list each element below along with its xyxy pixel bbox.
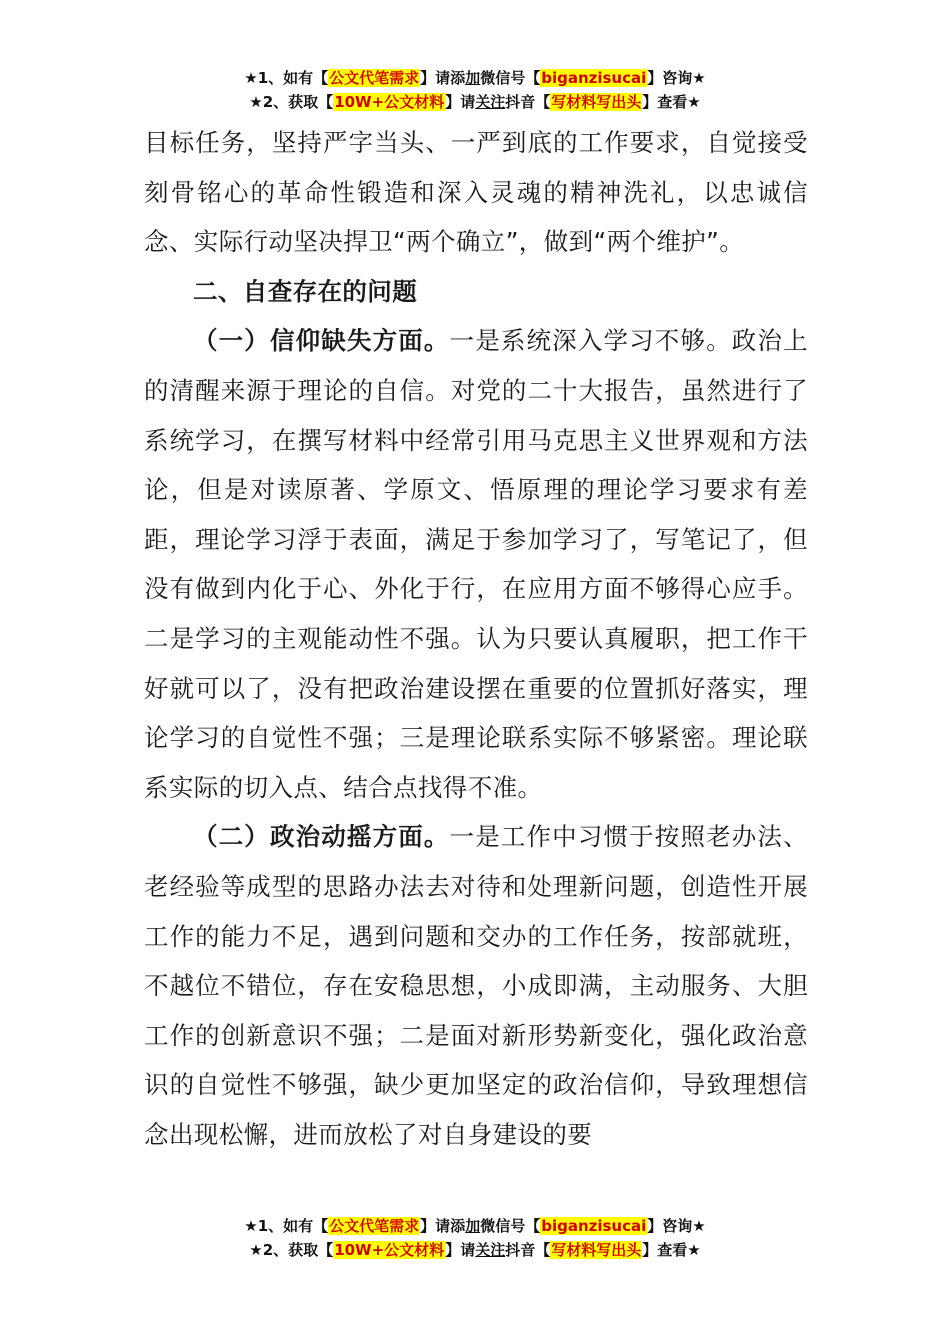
paragraph-lead: （一）信仰缺失方面。: [193, 326, 450, 356]
document-body: [144, 118, 808, 1159]
top-banner: [0, 66, 950, 114]
banner-line-1: ★1、如有【公文代笔需求】请添加微信号【biganzisucai】咨询★: [244, 1217, 706, 1235]
section-heading: 二、自查存在的问题: [193, 276, 418, 306]
banner-line-2: ★2、获取【10W+公文材料】请关注抖音【写材料写出头】查看★: [249, 93, 701, 111]
paragraph-politics: （二）政治动摇方面。一是工作中习惯于按照老办法、老经验等成型的思路办法去对待和处理新问题，创造性开展工作的能力不足，遇到问题和交办的工作任务，按部就班，不越位不错位，存在安稳思想，小成即满，主动服务、大胆工作的创新意识不强；二是面对新形势新变化，强化政治意识的自觉性不够强，缺少更加坚定的政治信仰，导致理想信念出现松懈，进而放松了对自身建设的要: [144, 822, 808, 1149]
highlight-text: 写材料写出头: [551, 1241, 642, 1259]
banner-line-2: ★2、获取【10W+公文材料】请关注抖音【写材料写出头】查看★: [249, 1241, 701, 1259]
highlight-text: 公文代笔需求: [329, 69, 420, 87]
highlight-text: 公文代笔需求: [329, 1217, 420, 1235]
bottom-banner: [0, 1214, 950, 1262]
paragraph-lead: （二）政治动摇方面。: [193, 822, 450, 852]
paragraph-faith: （一）信仰缺失方面。一是系统深入学习不够。政治上的清醒来源于理论的自信。对党的二十大报告，虽然进行了系统学习，在撰写材料中经常引用马克思主义世界观和方法论，但是对读原著、学原文、悟原理的理论学习要求有差距，理论学习浮于表面，满足于参加学习了，写笔记了，但没有做到内化于心、外化于行，在应用方面不够得心应手。二是学习的主观能动性不强。认为只要认真履职，把工作干好就可以了，没有把政治建设摆在重要的位置抓好落实，理论学习的自觉性不强；三是理论联系实际不够紧密。理论联系实际的切入点、结合点找得不准。: [144, 326, 808, 802]
intro-paragraph: 目标任务，坚持严字当头、一严到底的工作要求，自觉接受刻骨铭心的革命性锻造和深入灵魂的精神洗礼，以忠诚信念、实际行动坚决捍卫“两个确立”，做到“两个维护”。: [144, 128, 808, 257]
banner-line-1: ★1、如有【公文代笔需求】请添加微信号【biganzisucai】咨询★: [244, 69, 706, 87]
highlight-text: 10W+公文材料: [334, 93, 445, 111]
highlight-text: biganzisucai: [541, 1217, 647, 1235]
highlight-text: biganzisucai: [541, 69, 647, 87]
highlight-text: 10W+公文材料: [334, 1241, 445, 1259]
highlight-text: 写材料写出头: [551, 93, 642, 111]
